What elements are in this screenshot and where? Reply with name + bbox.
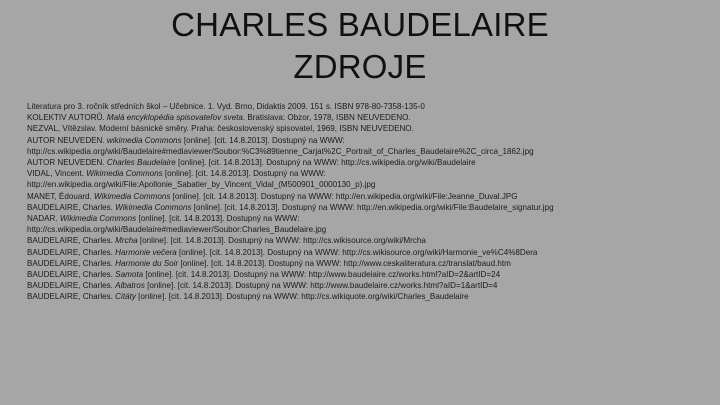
reference-text: BAUDELAIRE, Charles. (27, 247, 116, 257)
reference-text: [online]. [cit. 14.8.2013]. Dostupný na WWW: (181, 135, 345, 145)
reference-title: Samota (115, 270, 144, 280)
reference-item (27, 101, 707, 112)
reference-text: MANET, Édouard. (27, 191, 95, 201)
reference-item (27, 179, 707, 190)
reference-item (27, 135, 707, 146)
reference-text: [online]. [cit. 14.8.2013]. Dostupný na WWW: http://cs.wikisource.org/wiki/Mrcha (137, 236, 426, 246)
reference-item (27, 291, 707, 302)
reference-item (27, 168, 707, 179)
title-line-sources: ZDROJE (293, 48, 427, 85)
reference-text: http://cs.wikipedia.org/wiki/Baudelaire#mediaviewer/Soubor:Charles_Baudelaire.jpg (27, 225, 327, 235)
references-list (27, 101, 707, 303)
reference-item (27, 213, 707, 224)
reference-text: BAUDELAIRE, Charles. (27, 236, 116, 246)
reference-text: VIDAL, Vincent. (27, 169, 87, 179)
reference-item (27, 123, 707, 134)
reference-item (27, 202, 707, 213)
reference-text: AUTOR NEUVEDEN. (27, 135, 107, 145)
reference-text: [online]. [cit. 14.8.2013]. Dostupný na WWW: http://www.baudelaire.cz/works.html?aID=2&artID=24 (143, 270, 501, 280)
reference-title: Wikimedia Commons (115, 202, 192, 212)
reference-text: [online]. [cit. 14.8.2013]. Dostupný na WWW: http://www.baudelaire.cz/works.html?aID=1&artID=4 (144, 281, 498, 291)
reference-title: Citáty (115, 292, 136, 302)
reference-title: Charles Baudelaire (106, 158, 176, 168)
reference-text: BAUDELAIRE, Charles. (27, 270, 116, 280)
reference-item (27, 157, 707, 168)
reference-text: Literatura pro 3. ročník středních škol – Učebnice. 1. Vyd. Brno, Didaktis 2009. 151 s. ISBN 978-80-7358-135-0 (27, 102, 425, 111)
reference-text: NADAR. (27, 214, 60, 224)
reference-item (27, 146, 707, 157)
reference-text: BAUDELAIRE, Charles. (27, 258, 116, 268)
reference-title: Albatros (115, 281, 145, 291)
reference-text: BAUDELAIRE, Charles. (27, 281, 116, 291)
reference-text: [online]. [cit. 14.8.2013]. Dostupný na WWW: (136, 214, 300, 224)
reference-text: [online]. [cit. 14.8.2013]. Dostupný na WWW: http://cs.wikiquote.org/wiki/Charles_Baudelaire (135, 292, 469, 302)
slide-title (0, 4, 720, 88)
reference-item (27, 235, 707, 246)
title-line-author: CHARLES BAUDELAIRE (171, 6, 549, 43)
reference-title: Mrcha (115, 236, 138, 246)
reference-title: Wikimedia Commons (94, 191, 171, 201)
reference-title: Malá encyklopédia spisovateľov sveta (106, 113, 243, 123)
reference-title: Wikimedia Commons (86, 169, 163, 179)
reference-text: [online]. [cit. 14.8.2013]. Dostupný na WWW: http://www.ceskaliteratura.cz/translat/baud.htm (178, 258, 511, 268)
reference-text: BAUDELAIRE, Charles. (27, 292, 116, 302)
reference-item (27, 224, 707, 235)
reference-item (27, 112, 707, 123)
reference-text: AUTOR NEUVEDEN. (27, 158, 107, 168)
reference-text: [online]. [cit. 14.8.2013]. Dostupný na WWW: http://cs.wikisource.org/wiki/Harmonie_ve%C4%8Dera (176, 247, 538, 257)
reference-title: Harmonie večera (115, 247, 177, 257)
reference-text: [online]. [cit. 14.8.2013]. Dostupný na WWW: http://en.wikipedia.org/wiki/File:Baudelaire_signatur.jpg (191, 202, 554, 212)
reference-item (27, 269, 707, 280)
reference-text: NEZVAL, Vítězslav. Moderní básnické směry. Praha: československý spisovatel, 1969, ISBN NEUVEDENO. (27, 124, 414, 134)
reference-item (27, 247, 707, 258)
reference-text: [online]. [cit. 14.8.2013]. Dostupný na WWW: (162, 169, 326, 179)
reference-item (27, 258, 707, 269)
reference-title: Wikimedia Commons (59, 214, 137, 224)
reference-text: KOLEKTIV AUTORŮ. (27, 113, 107, 123)
reference-text: [online]. [cit. 14.8.2013]. Dostupný na WWW: http://cs.wikipedia.org/wiki/Baudelaire (175, 158, 476, 168)
reference-title: Harmonie du Soir (115, 258, 179, 268)
reference-text: [online]. [cit. 14.8.2013]. Dostupný na WWW: http://en.wikipedia.org/wiki/File:Jeanne_Duval.JPG (170, 191, 518, 201)
reference-title: wikimedia Commons (106, 135, 182, 145)
reference-item (27, 280, 707, 291)
reference-item (27, 191, 707, 202)
reference-text: . Bratislava: Obzor, 1978, ISBN NEUVEDENO. (242, 113, 411, 123)
reference-text: http://cs.wikipedia.org/wiki/Baudelaire#mediaviewer/Soubor:%C3%89tienne_Carjat%2C_Portrait_of_Charles_Baudelaire%2C_circa_1862.jpg (27, 146, 534, 156)
reference-text: http://en.wikipedia.org/wiki/File:Apollonie_Sabatier_by_Vincent_Vidal_(M500901_0000130_p).jpg (27, 180, 376, 190)
reference-text: BAUDELAIRE, Charles. (27, 202, 116, 212)
